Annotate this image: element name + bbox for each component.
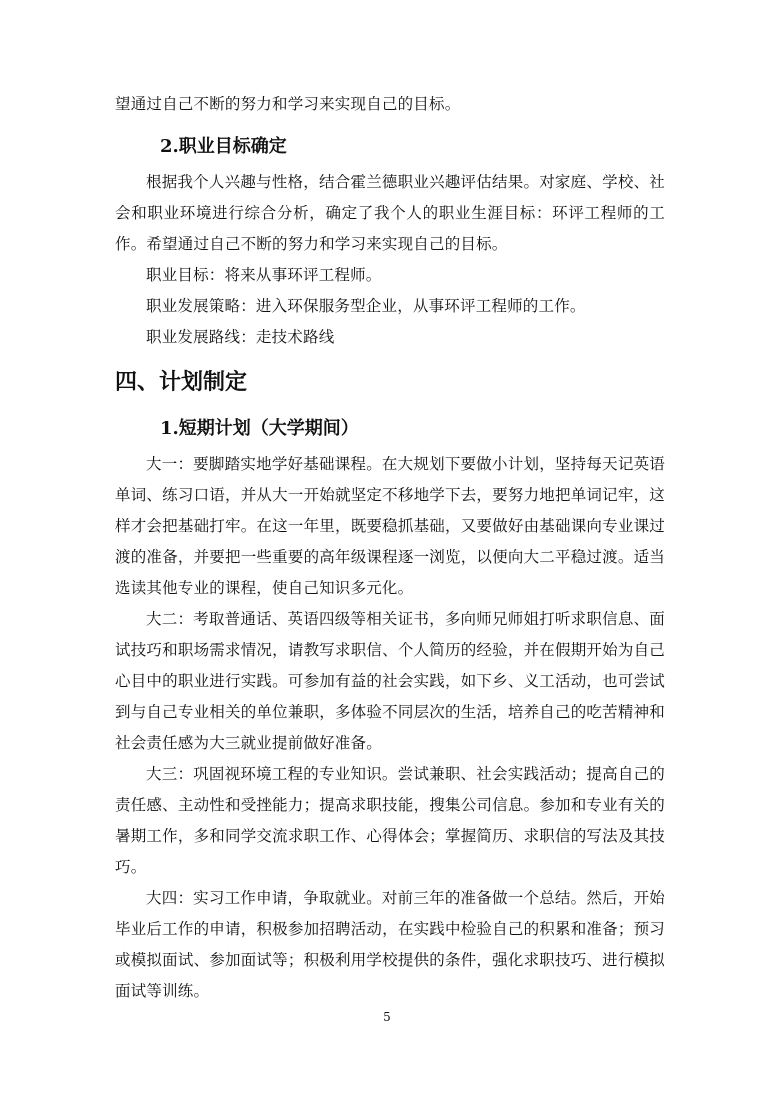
career-goal-line: 职业目标：将来从事环评工程师。	[146, 266, 382, 284]
heading-short-term-plan: 1.短期计划（大学期间）	[160, 418, 359, 439]
career-strategy-line: 职业发展策略：进入环保服务型企业，从事环评工程师的工作。	[146, 297, 586, 315]
year-one-paragraph: 大一：要脚踏实地学好基础课程。在大规划下要做小计划，坚持每天记英语单词、练习口语，并从大一开始就坚定不移地学下去，要努力地把单词记牢，这样才会把基础打牢。在这一年里，既要稳抓基础，又要做好由基础课向专业课过渡的准备，并要把一些重要的高年级课程逐一浏览，以便向大二平稳过渡。适当选读其他专业的课程，使自己知识多元化。	[115, 455, 665, 597]
page-number: 5	[383, 1010, 391, 1024]
career-goal-paragraph: 根据我个人兴趣与性格，结合霍兰德职业兴趣评估结果。对家庭、学校、社会和职业环境进行综合分析，确定了我个人的职业生涯目标：环评工程师的工作。希望通过自己不断的努力和学习来实现自己的目标。	[115, 173, 665, 253]
year-four-paragraph: 大四：实习工作申请，争取就业。对前三年的准备做一个总结。然后，开始毕业后工作的申请，积极参加招聘活动，在实践中检验自己的积累和准备；预习或模拟面试、参加面试等；积极利用学校提供的条件，强化求职技巧、进行模拟面试等训练。	[115, 889, 665, 1000]
intro-paragraph: 望通过自己不断的努力和学习来实现自己的目标。	[115, 95, 461, 113]
career-route-line: 职业发展路线：走技术路线	[146, 328, 335, 346]
year-two-paragraph: 大二：考取普通话、英语四级等相关证书，多向师兄师姐打听求职信息、面试技巧和职场需求情况，请教写求职信、个人简历的经验，并在假期开始为自己心目中的职业进行实践。可参加有益的社会实践，如下乡、义工活动，也可尝试到与自己专业相关的单位兼职，多体验不同层次的生活，培养自己的吃苦精神和社会责任感为大三就业提前做好准备。	[115, 610, 665, 752]
section-heading-plan: 四、计划制定	[115, 369, 248, 395]
year-three-paragraph: 大三：巩固视环境工程的专业知识。尝试兼职、社会实践活动；提高自己的责任感、主动性和受挫能力；提高求职技能，搜集公司信息。参加和专业有关的暑期工作，多和同学交流求职工作、心得体会；掌握简历、求职信的写法及其技巧。	[115, 765, 665, 876]
heading-career-goal: 2.职业目标确定	[160, 136, 287, 157]
